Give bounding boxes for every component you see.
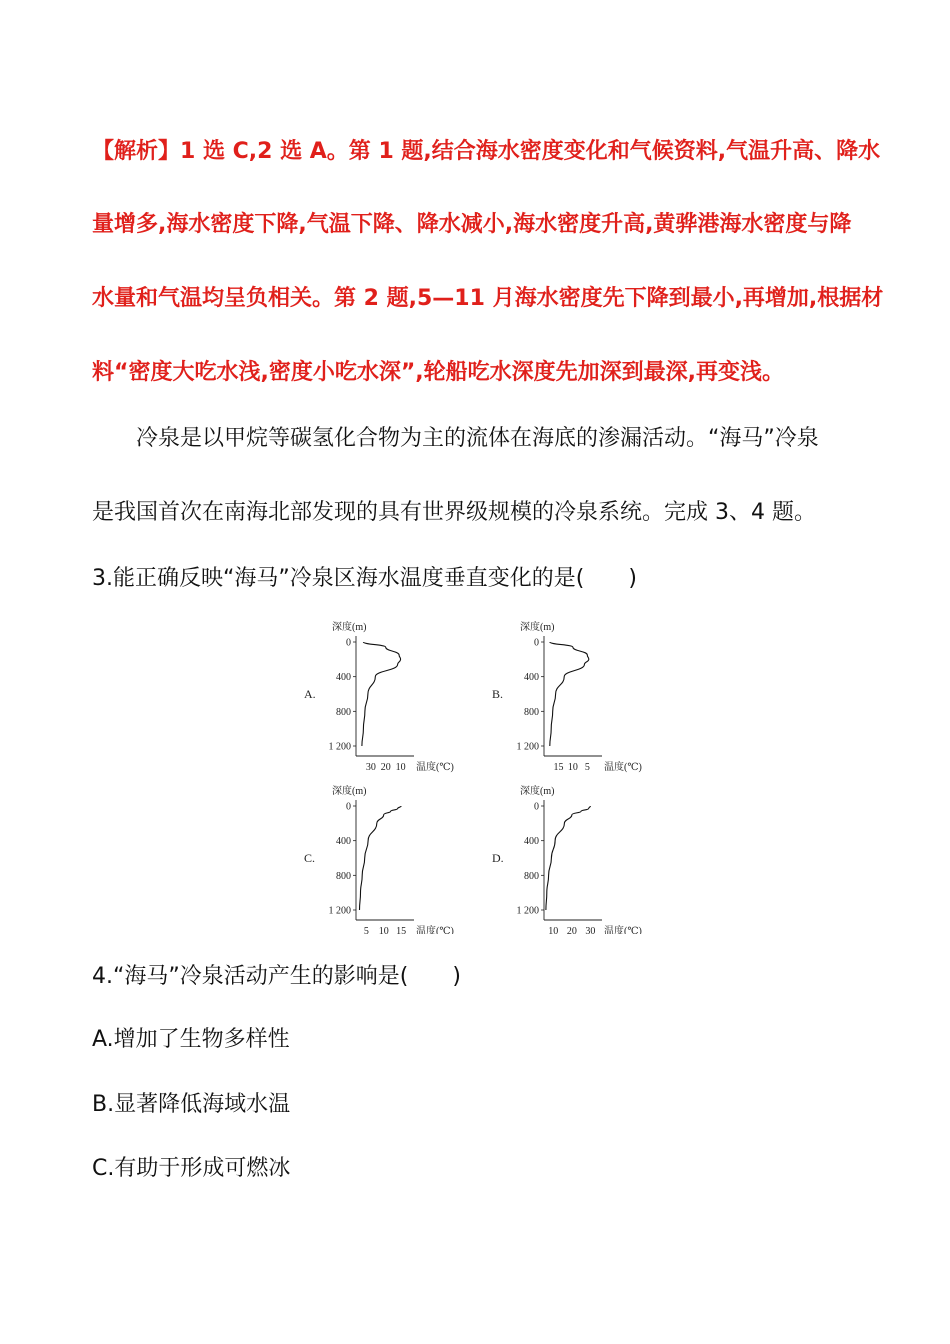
panel-d-option-label: D. <box>492 851 504 865</box>
question-3: 3.能正确反映“海马”冷泉区海水温度垂直变化的是( ) <box>92 566 637 591</box>
panel-c-depth-tick-label-0: 0 <box>346 801 351 813</box>
panel-d-temperature-curve <box>546 806 591 910</box>
panel-a-depth-tick-label-3: 1 200 <box>328 741 351 753</box>
panel-a-temp-tick-label-0: 30 <box>365 762 376 773</box>
analysis-line-4: 料“密度大吃水浅,密度小吃水深”,轮船吃水深度先加深到最深,再变浅。 <box>92 360 784 385</box>
panel-a-depth-tick-label-0: 0 <box>346 637 351 649</box>
panel-d-depth-tick-label-0: 0 <box>534 801 539 813</box>
panel-b-temperature-curve <box>550 642 589 746</box>
panel-a-depth-label: 深度(m) <box>332 622 367 633</box>
intro-line-1: 冷泉是以甲烷等碳氢化合物为主的流体在海底的渗漏活动。“海马”冷泉 <box>136 426 819 451</box>
temperature-depth-figure <box>298 614 658 934</box>
panel-a-depth-tick-label-2: 800 <box>336 706 351 718</box>
panel-d-temp-tick-label-0: 10 <box>548 926 559 934</box>
analysis-line-3: 水量和气温均呈负相关。第 2 题,5—11 月海水密度先下降到最小,再增加,根据材 <box>92 286 884 311</box>
panel-c-temp-tick-label-0: 5 <box>363 926 369 934</box>
panel-a-temp-tick-label-1: 20 <box>380 762 391 773</box>
question-4: 4.“海马”冷泉活动产生的影响是( ) <box>92 964 461 989</box>
panel-b-temp-tick-label-2: 5 <box>584 762 590 773</box>
analysis-line-1: 【解析】1 选 C,2 选 A。第 1 题,结合海水密度变化和气候资料,气温升高、降水 <box>92 139 881 164</box>
panel-c-depth-label: 深度(m) <box>332 786 367 797</box>
panel-c-temperature-curve <box>360 806 402 910</box>
panel-c-temp-tick-label-2: 15 <box>396 926 407 934</box>
panel-c-depth-tick-label-1: 400 <box>336 836 351 848</box>
panel-d-depth-tick-label-2: 800 <box>524 870 539 882</box>
panel-a-temperature-curve <box>362 642 401 746</box>
panel-b-depth-tick-label-0: 0 <box>534 637 539 649</box>
option-c: C.有助于形成可燃冰 <box>92 1156 291 1181</box>
panel-b-temp-label: 温度(℃) <box>604 762 642 773</box>
option-b: B.显著降低海域水温 <box>92 1092 291 1117</box>
panel-b-depth-tick-label-2: 800 <box>524 706 539 718</box>
panel-d-depth-tick-label-1: 400 <box>524 836 539 848</box>
analysis-line-2: 量增多,海水密度下降,气温下降、降水减小,海水密度升高,黄骅港海水密度与降 <box>92 212 852 237</box>
panel-d-depth-tick-label-3: 1 200 <box>516 905 539 917</box>
panel-b-depth-label: 深度(m) <box>520 622 555 633</box>
temperature-depth-charts <box>298 614 658 934</box>
panel-a-temp-tick-label-2: 10 <box>395 762 406 773</box>
panel-c-option-label: C. <box>304 851 316 865</box>
panel-c-depth-tick-label-2: 800 <box>336 870 351 882</box>
panel-b-temp-tick-label-1: 10 <box>567 762 578 773</box>
panel-a-option-label: A. <box>304 687 316 701</box>
panel-d-temp-tick-label-1: 20 <box>566 926 577 934</box>
intro-line-2: 是我国首次在南海北部发现的具有世界级规模的冷泉系统。完成 3、4 题。 <box>92 500 816 525</box>
option-a: A.增加了生物多样性 <box>92 1027 290 1052</box>
panel-d-depth-label: 深度(m) <box>520 786 555 797</box>
panel-c-depth-tick-label-3: 1 200 <box>328 905 351 917</box>
panel-a-depth-tick-label-1: 400 <box>336 672 351 684</box>
panel-a-temp-label: 温度(℃) <box>416 762 454 773</box>
panel-d-temp-label: 温度(℃) <box>604 926 642 934</box>
panel-d-temp-tick-label-2: 30 <box>585 926 596 934</box>
panel-b-depth-tick-label-3: 1 200 <box>516 741 539 753</box>
panel-c-temp-label: 温度(℃) <box>416 926 454 934</box>
panel-b-depth-tick-label-1: 400 <box>524 672 539 684</box>
panel-b-option-label: B. <box>492 687 504 701</box>
panel-b-temp-tick-label-0: 15 <box>553 762 564 773</box>
panel-c-temp-tick-label-1: 10 <box>378 926 389 934</box>
